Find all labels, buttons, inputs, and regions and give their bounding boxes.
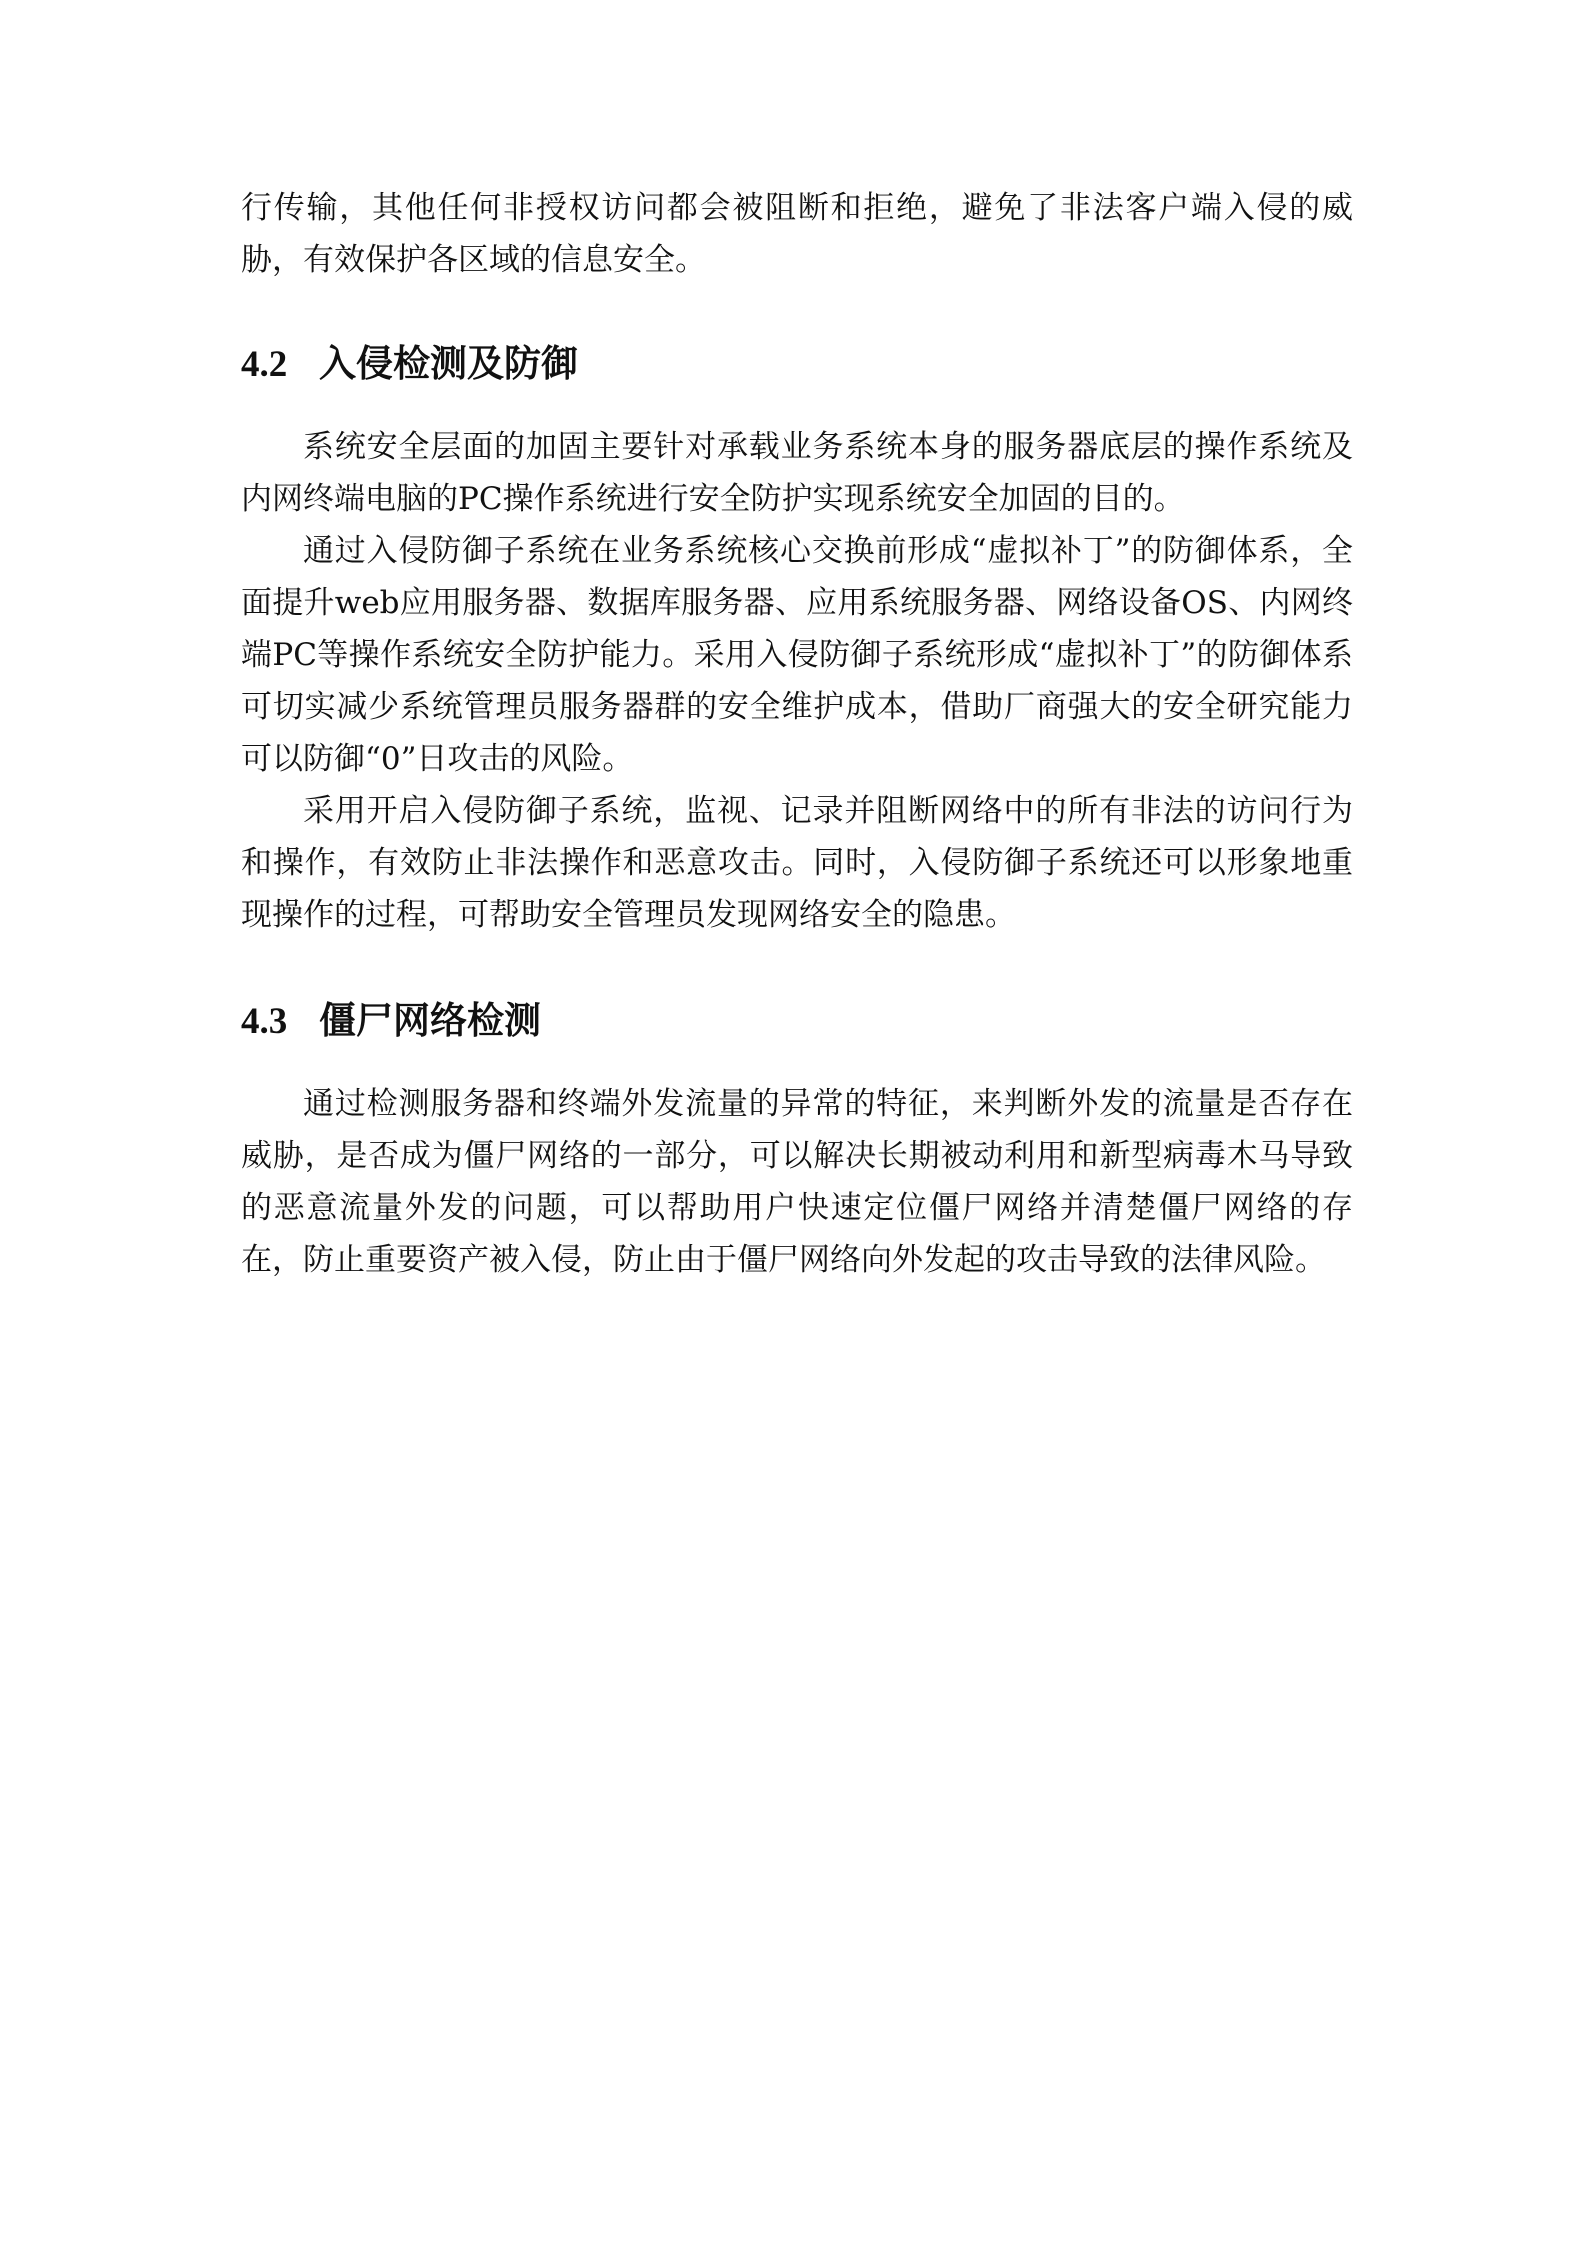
document-body	[241, 182, 1353, 1286]
section-number: 4.3	[241, 1001, 288, 1042]
section-heading-4-3	[241, 991, 1353, 1052]
section-title: 僵尸网络检测	[319, 999, 541, 1042]
section-title: 入侵检测及防御	[319, 342, 578, 385]
paragraph: 通过入侵防御子系统在业务系统核心交换前形成“虚拟补丁”的防御体系，全面提升web应用服务器、数据库服务器、应用系统服务器、网络设备OS、内网终端PC等操作系统安全防护能力。采用入侵防御子系统形成“虚拟补丁”的防御体系可切实减少系统管理员服务器群的安全维护成本，借助厂商强大的安全研究能力可以防御“0”日攻击的风险。	[241, 533, 1353, 777]
section-number: 4.2	[241, 344, 288, 385]
paragraph: 系统安全层面的加固主要针对承载业务系统本身的服务器底层的操作系统及内网终端电脑的PC操作系统进行安全防护实现系统安全加固的目的。	[241, 429, 1353, 517]
paragraph: 采用开启入侵防御子系统，监视、记录并阻断网络中的所有非法的访问行为和操作，有效防止非法操作和恶意攻击。同时，入侵防御子系统还可以形象地重现操作的过程，可帮助安全管理员发现网络安全的隐患。	[241, 793, 1353, 933]
paragraph: 通过检测服务器和终端外发流量的异常的特征，来判断外发的流量是否存在威胁，是否成为僵尸网络的一部分，可以解决长期被动利用和新型病毒木马导致的恶意流量外发的问题，可以帮助用户快速定位僵尸网络并清楚僵尸网络的存在，防止重要资产被入侵，防止由于僵尸网络向外发起的攻击导致的法律风险。	[241, 1086, 1353, 1278]
section-heading-4-2	[241, 334, 1353, 395]
intro-paragraph: 行传输，其他任何非授权访问都会被阻断和拒绝，避免了非法客户端入侵的威胁，有效保护各区域的信息安全。	[241, 190, 1353, 278]
